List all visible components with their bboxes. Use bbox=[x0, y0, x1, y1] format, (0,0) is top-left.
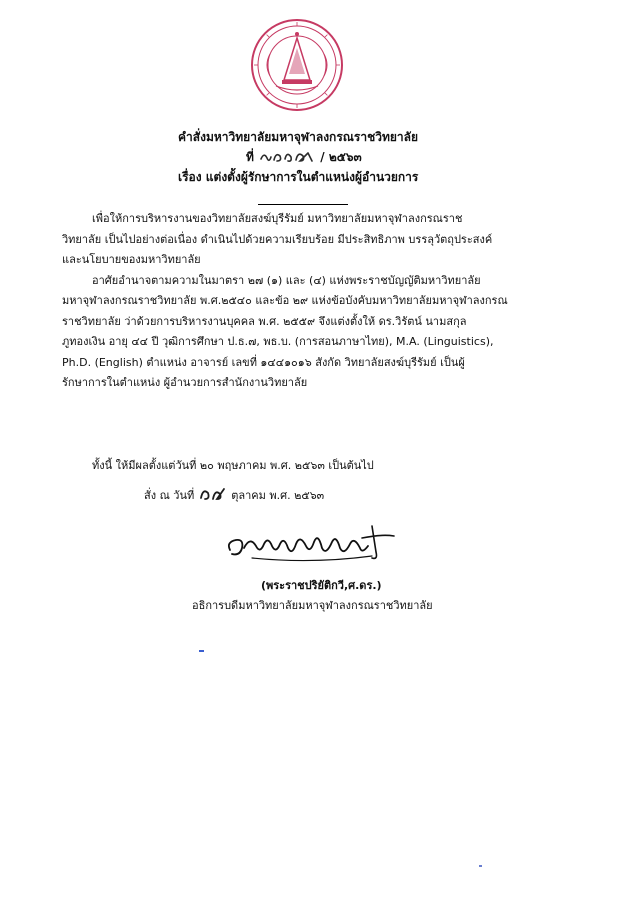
header-divider bbox=[258, 204, 348, 205]
body-line: และนโยบายของมหาวิทยาลัย bbox=[62, 253, 201, 266]
body-line: วิทยาลัย เป็นไปอย่างต่อเนื่อง ดำเนินไปด้วยความเรียบร้อย มีประสิทธิภาพ บรรลุวัตถุประสงค์ bbox=[62, 232, 493, 246]
order-number bbox=[246, 148, 362, 167]
handwritten-day-mark bbox=[198, 486, 228, 504]
signature-mark bbox=[222, 522, 398, 566]
university-seal-icon bbox=[250, 18, 344, 112]
handwritten-number bbox=[258, 151, 316, 165]
signed-suffix: ตุลาคม พ.ศ. ๒๕๖๓ bbox=[231, 489, 325, 502]
body-line: อาศัยอำนาจตามความในมาตรา ๒๗ (๑) และ (๔) แห่งพระราชบัญญัติมหาวิทยาลัย bbox=[92, 273, 481, 287]
handwritten-number-mark bbox=[258, 149, 316, 165]
number-suffix: / ๒๕๖๓ bbox=[320, 150, 362, 164]
body-line: มหาจุฬาลงกรณราชวิทยาลัย พ.ศ.๒๕๔๐ และข้อ ๒๙ แห่งข้อบังคับมหาวิทยาลัยมหาจุฬาลงกรณ bbox=[62, 294, 508, 307]
handwritten-day bbox=[198, 489, 228, 503]
body-line: รักษาการในตำแหน่ง ผู้อำนวยการสำนักงานวิทยาลัย bbox=[62, 376, 308, 389]
body-line: ราชวิทยาลัย ว่าด้วยการบริหารงานบุคคล พ.ศ. ๒๕๕๙ จึงแต่งตั้งให้ ดร.วิรัตน์ นามสกุล bbox=[62, 314, 467, 328]
order-body bbox=[62, 209, 557, 394]
ink-speck bbox=[199, 650, 204, 652]
signatory-name: (พระราชปริยัติกวี,ศ.ดร.) bbox=[261, 579, 382, 592]
body-line: เพื่อให้การบริหารงานของวิทยาลัยสงฆ์บุรีรัมย์ มหาวิทยาลัยมหาจุฬาลงกรณราช bbox=[92, 212, 463, 225]
ink-speck bbox=[479, 865, 482, 867]
signed-date bbox=[144, 486, 324, 504]
order-title: คำสั่งมหาวิทยาลัยมหาจุฬาลงกรณราชวิทยาลัย bbox=[178, 130, 419, 144]
body-line: ภูทองเงิน อายุ ๔๔ ปี วุฒิการศึกษา ป.ธ.๗, พธ.บ. (การสอนภาษาไทย), M.A. (Linguistics), bbox=[62, 335, 494, 348]
signatory-title: อธิการบดีมหาวิทยาลัยมหาจุฬาลงกรณราชวิทยาลัย bbox=[192, 599, 433, 612]
signed-prefix: สั่ง ณ วันที่ bbox=[144, 489, 195, 502]
number-prefix: ที่ bbox=[246, 150, 254, 164]
effective-date: ทั้งนี้ ให้มีผลตั้งแต่วันที่ ๒๐ พฤษภาคม พ.ศ. ๒๕๖๓ เป็นต้นไป bbox=[92, 459, 374, 472]
order-subject: เรื่อง แต่งตั้งผู้รักษาการในตำแหน่งผู้อำนวยการ bbox=[178, 170, 419, 184]
body-line: Ph.D. (English) ตำแหน่ง อาจารย์ เลขที่ ๑๔๔๑๐๑๖ สังกัด วิทยาลัยสงฆ์บุรีรัมย์ เป็นผู้ bbox=[62, 355, 465, 369]
